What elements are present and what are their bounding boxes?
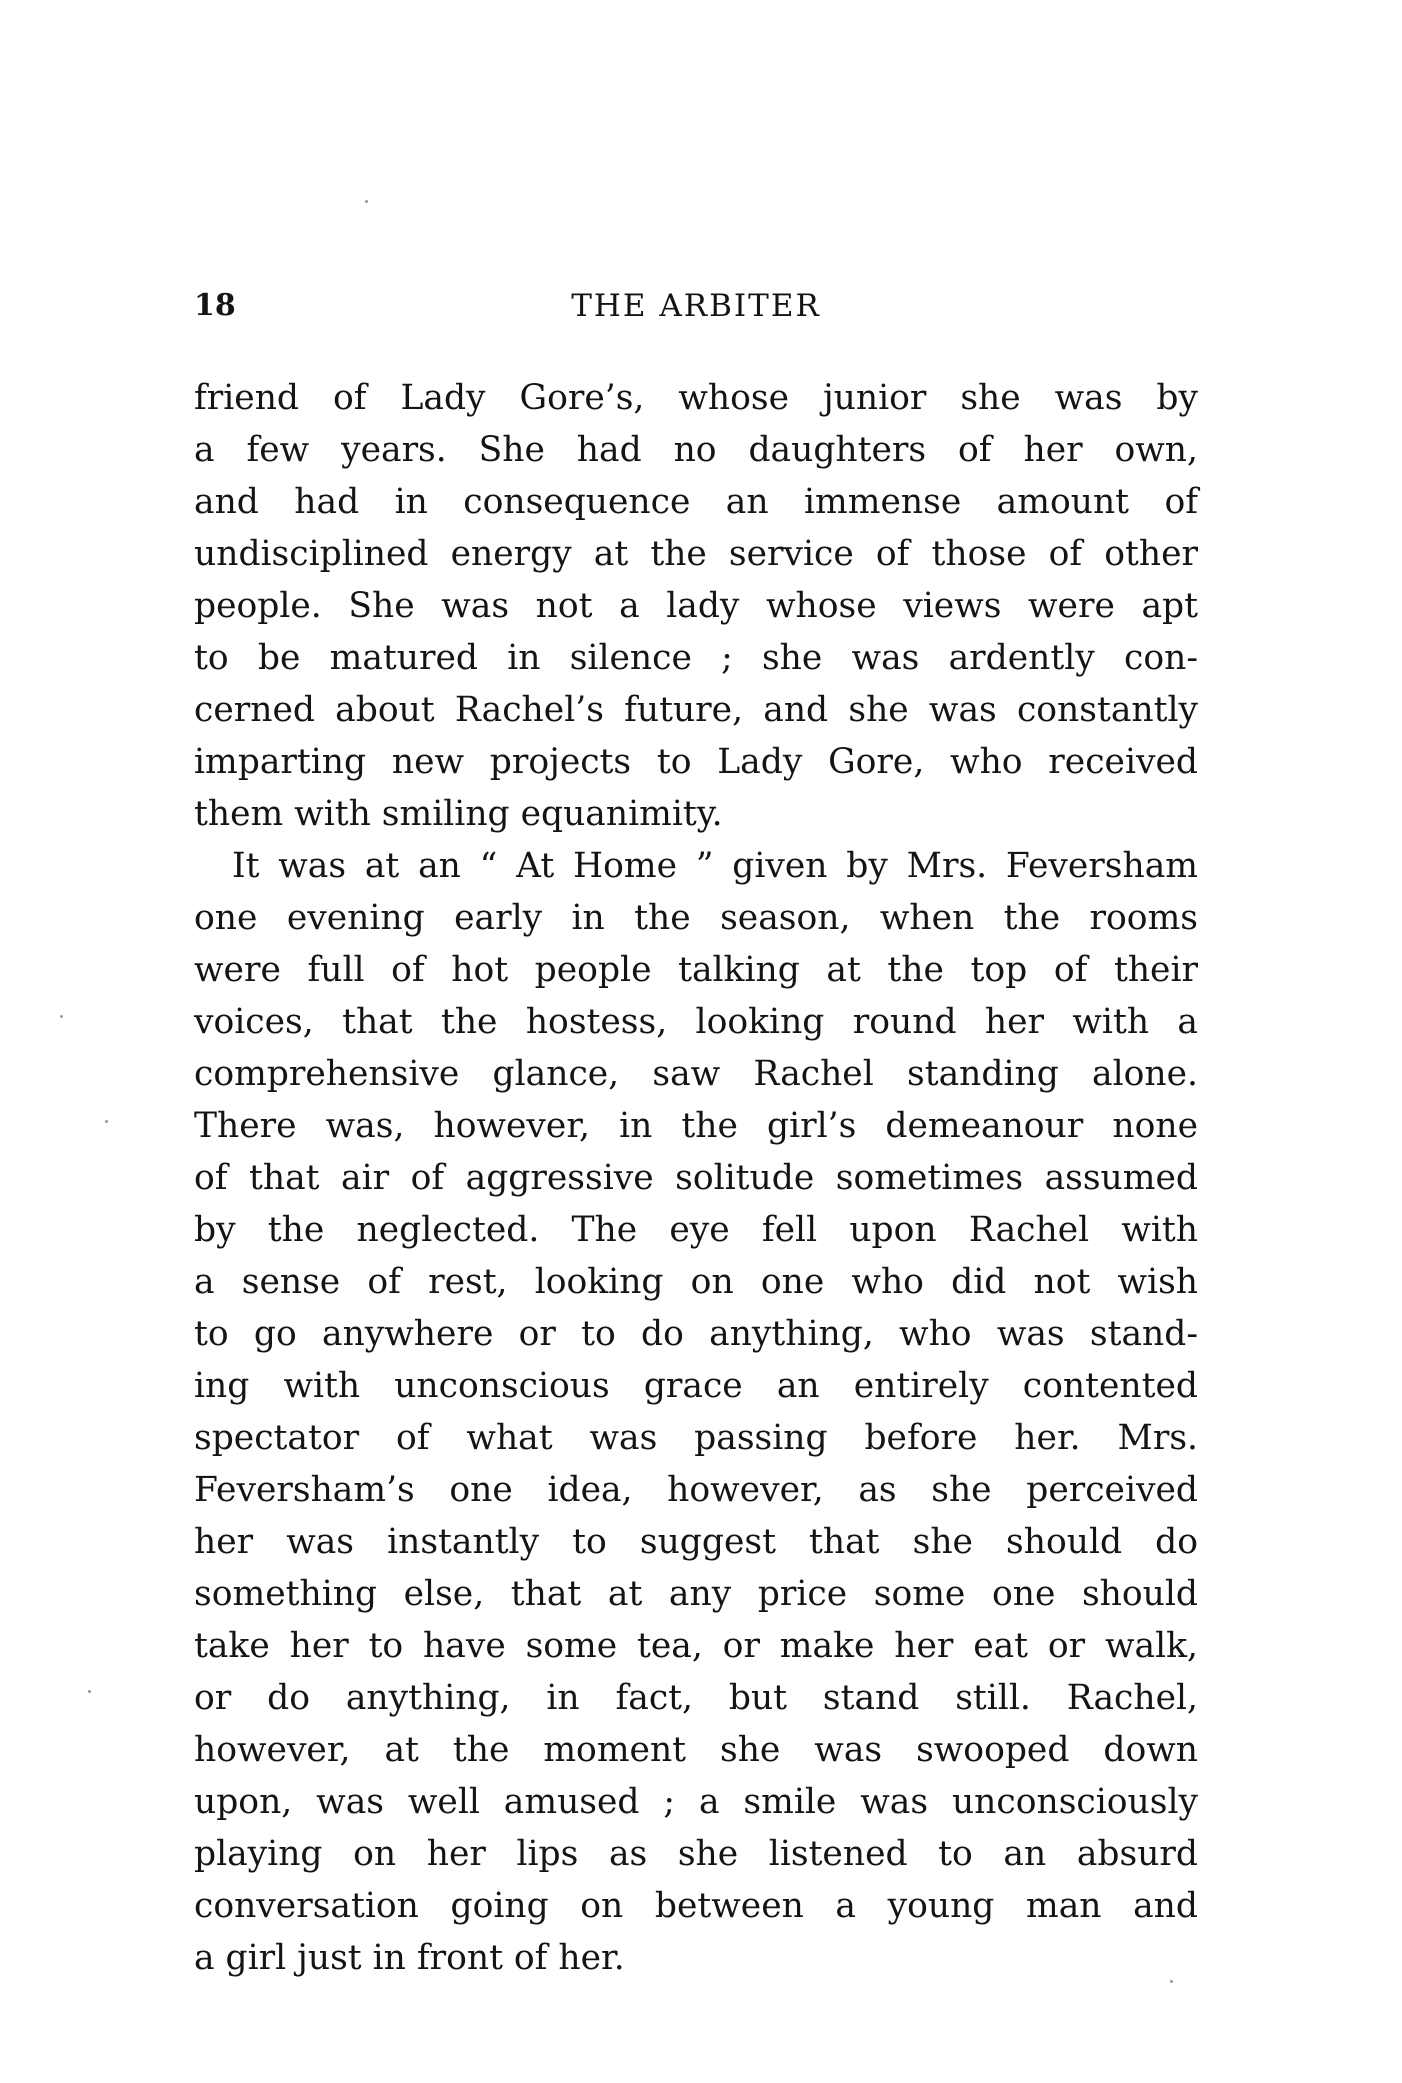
text-line: playing on her lips as she listened to an absurd [194, 1834, 1198, 1874]
paragraph [194, 840, 1198, 1984]
text-line: her was instantly to suggest that she should do [194, 1522, 1198, 1562]
text-line: It was at an “ At Home ” given by Mrs. Feversham [232, 846, 1198, 886]
text-line: to be matured in silence ; she was ardently con- [194, 638, 1198, 678]
text-line: however, at the moment she was swooped down [194, 1730, 1198, 1770]
text-line: were full of hot people talking at the top of their [194, 950, 1198, 990]
text-line: friend of Lady Gore’s, whose junior she was by [194, 378, 1198, 418]
text-line: something else, that at any price some one should [194, 1574, 1198, 1614]
page-header [194, 286, 1198, 336]
paragraph [194, 372, 1198, 840]
running-head: THE ARBITER [571, 288, 821, 324]
text-line: and had in consequence an immense amount of [194, 482, 1198, 522]
text-line: undisciplined energy at the service of those of other [194, 534, 1198, 574]
paper-speck [365, 200, 368, 203]
text-line: a few years. She had no daughters of her own, [194, 430, 1198, 470]
text-line: or do anything, in fact, but stand still. Rachel, [194, 1678, 1198, 1718]
text-line: comprehensive glance, saw Rachel standing alone. [194, 1054, 1198, 1094]
text-line: a sense of rest, looking on one who did not wish [194, 1262, 1198, 1302]
paper-speck [88, 1690, 91, 1693]
text-line: take her to have some tea, or make her eat or walk, [194, 1626, 1198, 1666]
text-line: imparting new projects to Lady Gore, who received [194, 742, 1198, 782]
text-line: spectator of what was passing before her. Mrs. [194, 1418, 1198, 1458]
paper-speck [105, 1120, 108, 1123]
text-line: cerned about Rachel’s future, and she was constantly [194, 690, 1198, 730]
text-line: upon, was well amused ; a smile was unconsciously [194, 1782, 1198, 1822]
paper-speck [1170, 1980, 1173, 1983]
text-line: of that air of aggressive solitude sometimes assumed [194, 1158, 1198, 1198]
page-number: 18 [194, 288, 236, 323]
text-line: people. She was not a lady whose views were apt [194, 586, 1198, 626]
text-line: There was, however, in the girl’s demeanour none [194, 1106, 1198, 1146]
text-line: ing with unconscious grace an entirely contented [194, 1366, 1198, 1406]
text-line: Feversham’s one idea, however, as she perceived [194, 1470, 1198, 1510]
text-line: conversation going on between a young man and [194, 1886, 1198, 1926]
body-text [194, 372, 1198, 1984]
text-line: to go anywhere or to do anything, who was stand- [194, 1314, 1198, 1354]
text-line: one evening early in the season, when the rooms [194, 898, 1198, 938]
text-line: voices, that the hostess, looking round her with a [194, 1002, 1198, 1042]
text-line: a girl just in front of her. [194, 1938, 625, 1978]
text-line: them with smiling equanimity. [194, 794, 723, 834]
paper-speck [60, 1015, 63, 1018]
text-line: by the neglected. The eye fell upon Rachel with [194, 1210, 1198, 1250]
